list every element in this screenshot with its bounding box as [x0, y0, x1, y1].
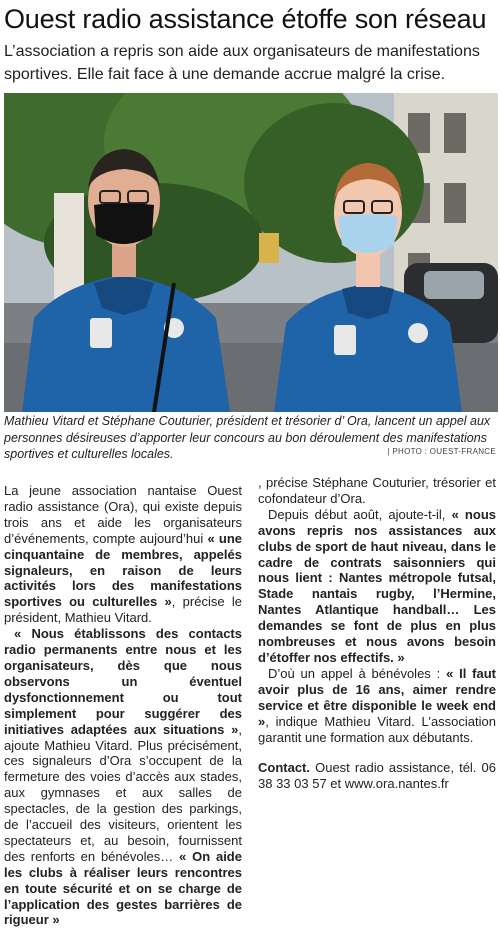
- paragraph-2-end: [258, 475, 496, 507]
- text-run: , indique Mathieu Vitard. L’association garantit une formation aux débutants.: [258, 713, 496, 745]
- paragraph-1: [4, 483, 242, 626]
- paragraph-3: [258, 507, 496, 666]
- article-column-left: [4, 483, 242, 928]
- photo-caption: Mathieu Vitard et Stéphane Couturier, président et trésorier d’ Ora, lancent un appel aux personnes désireuses d’apporter leur concours au bon déroulement des manifestations sportives et culturelles locales.: [4, 414, 491, 461]
- photo-credit: | PHOTO : OUEST-FRANCE: [387, 447, 496, 456]
- text-run: La jeune association nantaise Ouest radio assistance (Ora), qui existe depuis trois ans et aide les organisateurs d’événements, compte aujourd’hui: [4, 483, 242, 546]
- photo-illustration: [4, 93, 498, 412]
- text-run: , ajoute Mathieu Vitard. Plus précisément, ces signaleurs d’Ora s’occupent de la fermeture des voies d’accès aux stades, aux gymnases et aux salles de spectacles, de la gestion des parkings, de l’accueil des visiteurs, orientent les spectateurs et, au besoin, fournissent des renforts en bénévoles…: [4, 721, 242, 864]
- text-run: , précise le président, Mathieu Vitard.: [4, 594, 242, 626]
- text-run: D’où un appel à bénévoles :: [268, 665, 447, 681]
- article-lead: L’association a repris son aide aux organisateurs de manifestations sportives. Elle fait face à une demande accrue malgré la crise.: [4, 43, 480, 83]
- contact-label: Contact.: [258, 760, 310, 776]
- quote-assistances: « nous avons repris nos assistances aux clubs de sport de haut niveau, dans le cadre de contrats saisonniers qui nous lient : Nantes métropole futsal, Stade nantais rugby, l’Hermine, Nantes Atlantique handball… Les demandes se font de plus en plus nombreuses et nous avons besoin d’étoffer nos effectifs. »: [258, 506, 496, 665]
- text-run: Depuis début août, ajoute-t-il,: [268, 506, 452, 522]
- quote-clubs: « On aide les clubs à réaliser leurs rencontres en toute sécurité et on se charge de l’application des gestes barrières de rigueur »: [4, 848, 242, 928]
- article-headline: Ouest radio assistance étoffe son réseau: [4, 4, 487, 34]
- quote-requirements: « Il faut avoir plus de 16 ans, aimer rendre service et être disponible le week end »: [258, 665, 496, 729]
- quote-president: « une cinquantaine de membres, appelés signaleurs, en raison de leurs activités lors des manifestations sportives ou culturelles »: [4, 530, 242, 610]
- quote-contacts: « Nous établissons des contacts radio permanents entre nous et les organisateurs, dès que nous observons un éventuel dysfonctionnement ou tout simplement pour suggérer des initiatives adaptées aux situations »: [4, 626, 242, 737]
- paragraph-4: [258, 666, 496, 746]
- text-run: , précise Stéphane Couturier, trésorier et cofondateur d’Ora.: [258, 475, 496, 506]
- contact-info: Ouest radio assistance, tél. 06 38 33 03 57 et www.ora.nantes.fr: [258, 760, 496, 792]
- contact-paragraph: [258, 760, 496, 792]
- article-column-right: [258, 475, 496, 792]
- article-photo: [4, 93, 498, 412]
- paragraph-2: [4, 626, 242, 928]
